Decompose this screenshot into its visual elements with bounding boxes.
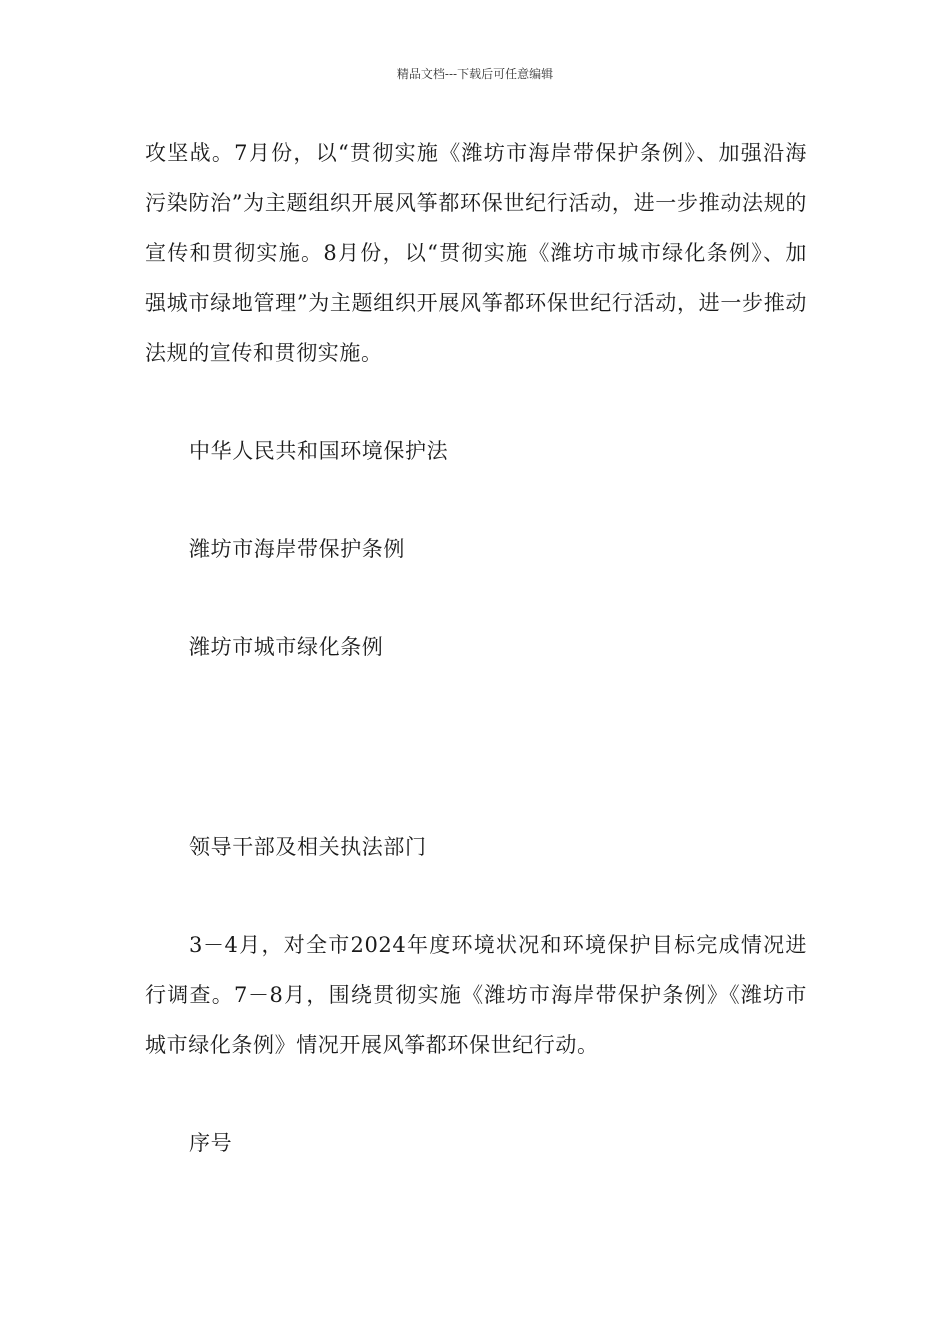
law-item-coastal-protection: 潍坊市海岸带保护条例 [189, 537, 405, 561]
spacer [145, 378, 807, 426]
spacer [145, 574, 807, 622]
page-header: 精品文档---下载后可任意编辑 [396, 67, 554, 81]
spacer [145, 672, 807, 822]
paragraph-activities: 攻坚战。7月份，以“贯彻实施《潍坊市海岸带保护条例》、加强沿海污染防治”为主题组织开展风筝都环保世纪行活动，进一步推动法规的宣传和贯彻实施。8月份，以“贯彻实施《潍坊市城市绿化条例》、加强城市绿地管理”为主题组织开展风筝都环保世纪行活动，进一步推动法规的宣传和贯彻实施。 [145, 141, 807, 365]
table-heading-serial-number: 序号 [189, 1131, 233, 1155]
document-body [145, 128, 807, 1168]
paragraph-schedule: 3－4月，对全市2024年度环境状况和环境保护目标完成情况进行调查。7－8月，围绕贯彻实施《潍坊市海岸带保护条例》《潍坊市城市绿化条例》情况开展风筝都环保世纪行动。 [145, 933, 807, 1057]
spacer [145, 1070, 807, 1118]
law-item-urban-greening: 潍坊市城市绿化条例 [189, 635, 384, 659]
spacer [145, 476, 807, 524]
target-audience: 领导干部及相关执法部门 [189, 835, 427, 859]
spacer [145, 872, 807, 920]
law-item-environmental-protection: 中华人民共和国环境保护法 [189, 439, 449, 463]
